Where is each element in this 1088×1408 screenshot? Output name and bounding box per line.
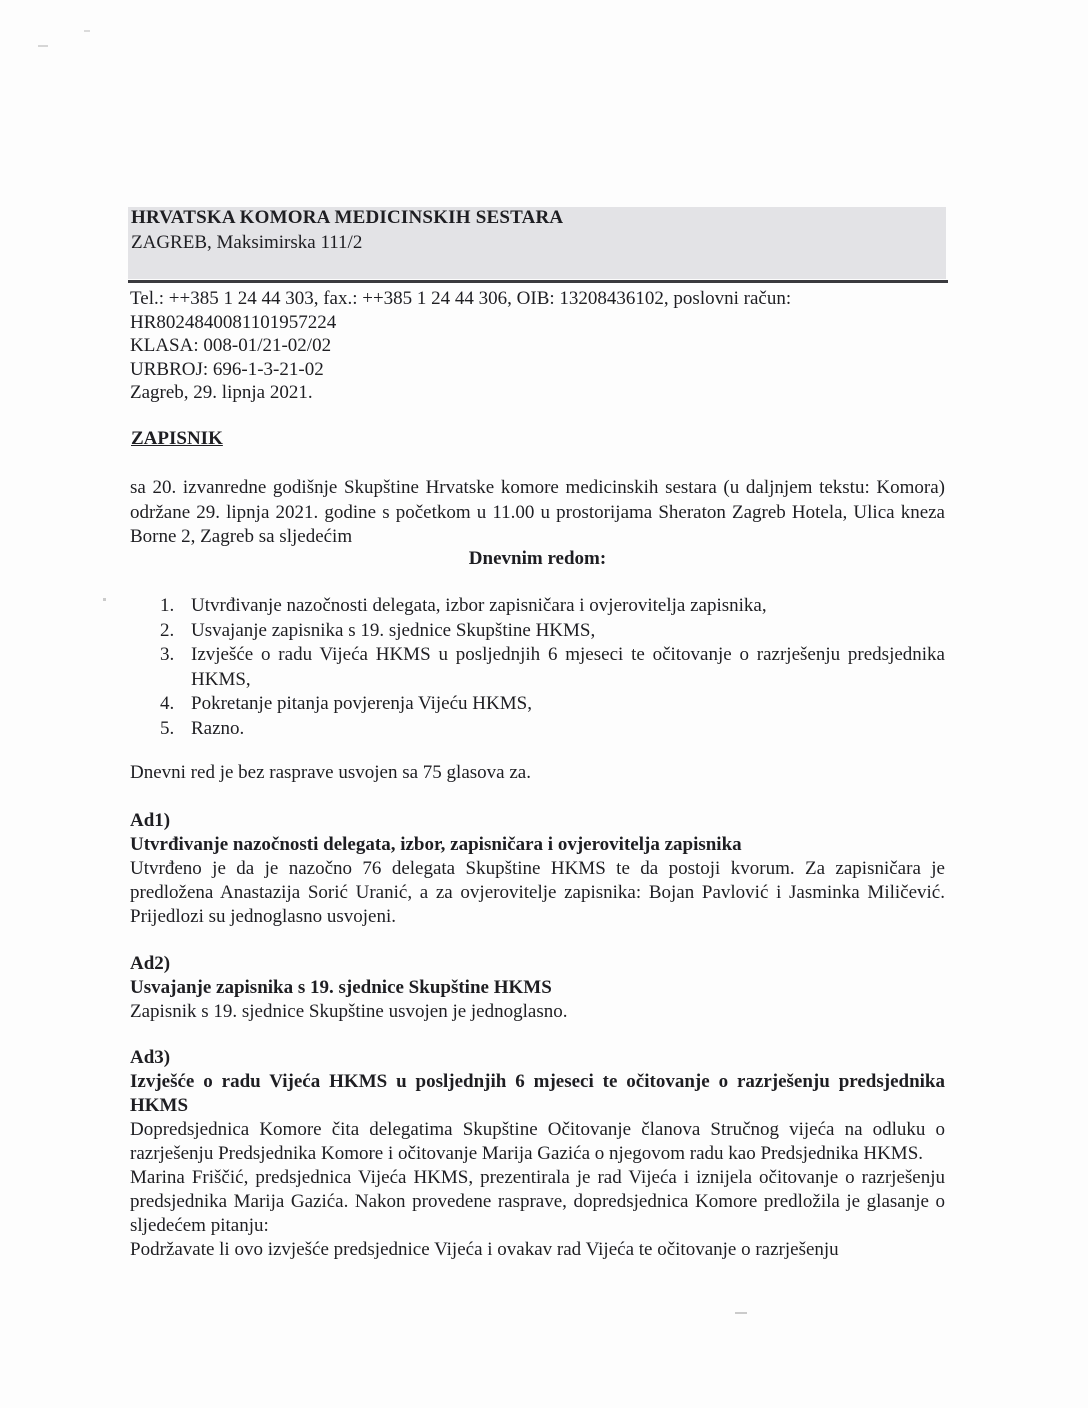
urbroj-line: URBROJ: 696-1-3-21-02 (130, 358, 324, 380)
section-subject: Usvajanje zapisnika s 19. sjednice Skupštine HKMS (130, 977, 552, 998)
scan-speck (735, 1312, 747, 1314)
organization-address: ZAGREB, Maksimirska 111/2 (131, 232, 363, 253)
section-number: Ad1) (130, 810, 171, 831)
agenda-item-text: Izvješće o radu Vijeća HKMS u posljednjih 6 mjeseci te očitovanje o razrješenju predsjednika HKMS, (191, 644, 945, 690)
document-title: ZAPISNIK (131, 428, 223, 449)
section-ad3 (130, 1046, 945, 1262)
agenda-item-text: Usvajanje zapisnika s 19. sjednice Skupštine HKMS, (191, 619, 596, 641)
intro-paragraph: sa 20. izvanredne godišnje Skupštine Hrvatske komore medicinskih sestara (u daljnjem tekstu: Komora) održane 29. lipnja 2021. godine s početkom u 11.00 u prostorijama Sheraton Zagreb Hotela, Ulica kneza Borne 2, Zagreb sa sljedećim (130, 477, 945, 547)
agenda-item (160, 594, 945, 619)
agenda-item-number: 5. (160, 717, 175, 739)
letterhead-rule (128, 280, 948, 283)
bank-account-line: HR8024840081101957224 (130, 311, 337, 333)
section-ad2 (130, 952, 945, 1024)
scan-speck (38, 45, 48, 47)
agenda-item (160, 619, 945, 644)
section-subject: Izvješće o radu Vijeća HKMS u posljednjih 6 mjeseci te očitovanje o razrješenju predsjednika HKMS (130, 1071, 945, 1116)
agenda-approval-note: Dnevni red je bez rasprave usvojen sa 75 glasova za. (130, 762, 531, 783)
section-paragraph: Zapisnik s 19. sjednice Skupštine usvojen je jednoglasno. (130, 1001, 568, 1022)
klasa-line: KLASA: 008-01/21-02/02 (130, 335, 332, 356)
agenda-item (160, 692, 945, 717)
section-number: Ad3) (130, 1047, 171, 1068)
section-number: Ad2) (130, 953, 171, 974)
scan-speck (84, 30, 90, 32)
agenda-heading: Dnevnim redom: (468, 548, 607, 569)
section-paragraph: Dopredsjednica Komore čita delegatima Skupštine Očitovanje članova Stručnog vijeća na odluku o razrješenju Predsjednika Komore i očitovanje Marija Gazića o njegovom radu kao Predsjednika HKMS. (130, 1119, 945, 1164)
section-paragraph: Podržavate li ovo izvješće predsjednice Vijeća i ovakav rad Vijeća te očitovanje o razrješenju (130, 1239, 839, 1260)
organization-name: HRVATSKA KOMORA MEDICINSKIH SESTARA (131, 207, 564, 228)
agenda-item-number: 1. (160, 595, 175, 616)
agenda-list (160, 594, 945, 741)
agenda-item-text: Pokretanje pitanja povjerenja Vijeću HKMS, (191, 693, 532, 714)
section-paragraph: Marina Friščić, predsjednica Vijeća HKMS, prezentirala je rad Vijeća i iznijela očitovanje o razrješenju predsjednika Marija Gazića. Nakon provedene rasprave, dopredsjednica Komore predložila je glasanje o sljedećem pitanju: (130, 1167, 945, 1236)
section-subject: Utvrđivanje nazočnosti delegata, izbor, zapisničara i ovjerovitelja zapisnika (130, 834, 742, 855)
agenda-item-number: 4. (160, 693, 175, 714)
agenda-item (160, 643, 945, 692)
agenda-item (160, 717, 945, 742)
section-paragraph: Utvrđeno je da je nazočno 76 delegata Skupštine HKMS te da postoji kvorum. Za zapisničara je predložena Anastazija Sorić Uranić, a za ovjerovitelje zapisnika: Bojan Pavlović i Jasminka Miličević. Prijedlozi su jednoglasno usvojeni. (130, 858, 945, 927)
date-line: Zagreb, 29. lipnja 2021. (130, 382, 313, 403)
contact-info (130, 287, 791, 405)
agenda-item-text: Razno. (191, 717, 245, 739)
scan-speck (103, 598, 106, 601)
agenda-item-number: 2. (160, 619, 175, 641)
contact-line: Tel.: ++385 1 24 44 303, fax.: ++385 1 24 44 306, OIB: 13208436102, poslovni račun: (130, 288, 792, 309)
agenda-item-number: 3. (160, 644, 175, 665)
section-ad1 (130, 809, 945, 929)
agenda-item-text: Utvrđivanje nazočnosti delegata, izbor zapisničara i ovjerovitelja zapisnika, (191, 595, 767, 616)
